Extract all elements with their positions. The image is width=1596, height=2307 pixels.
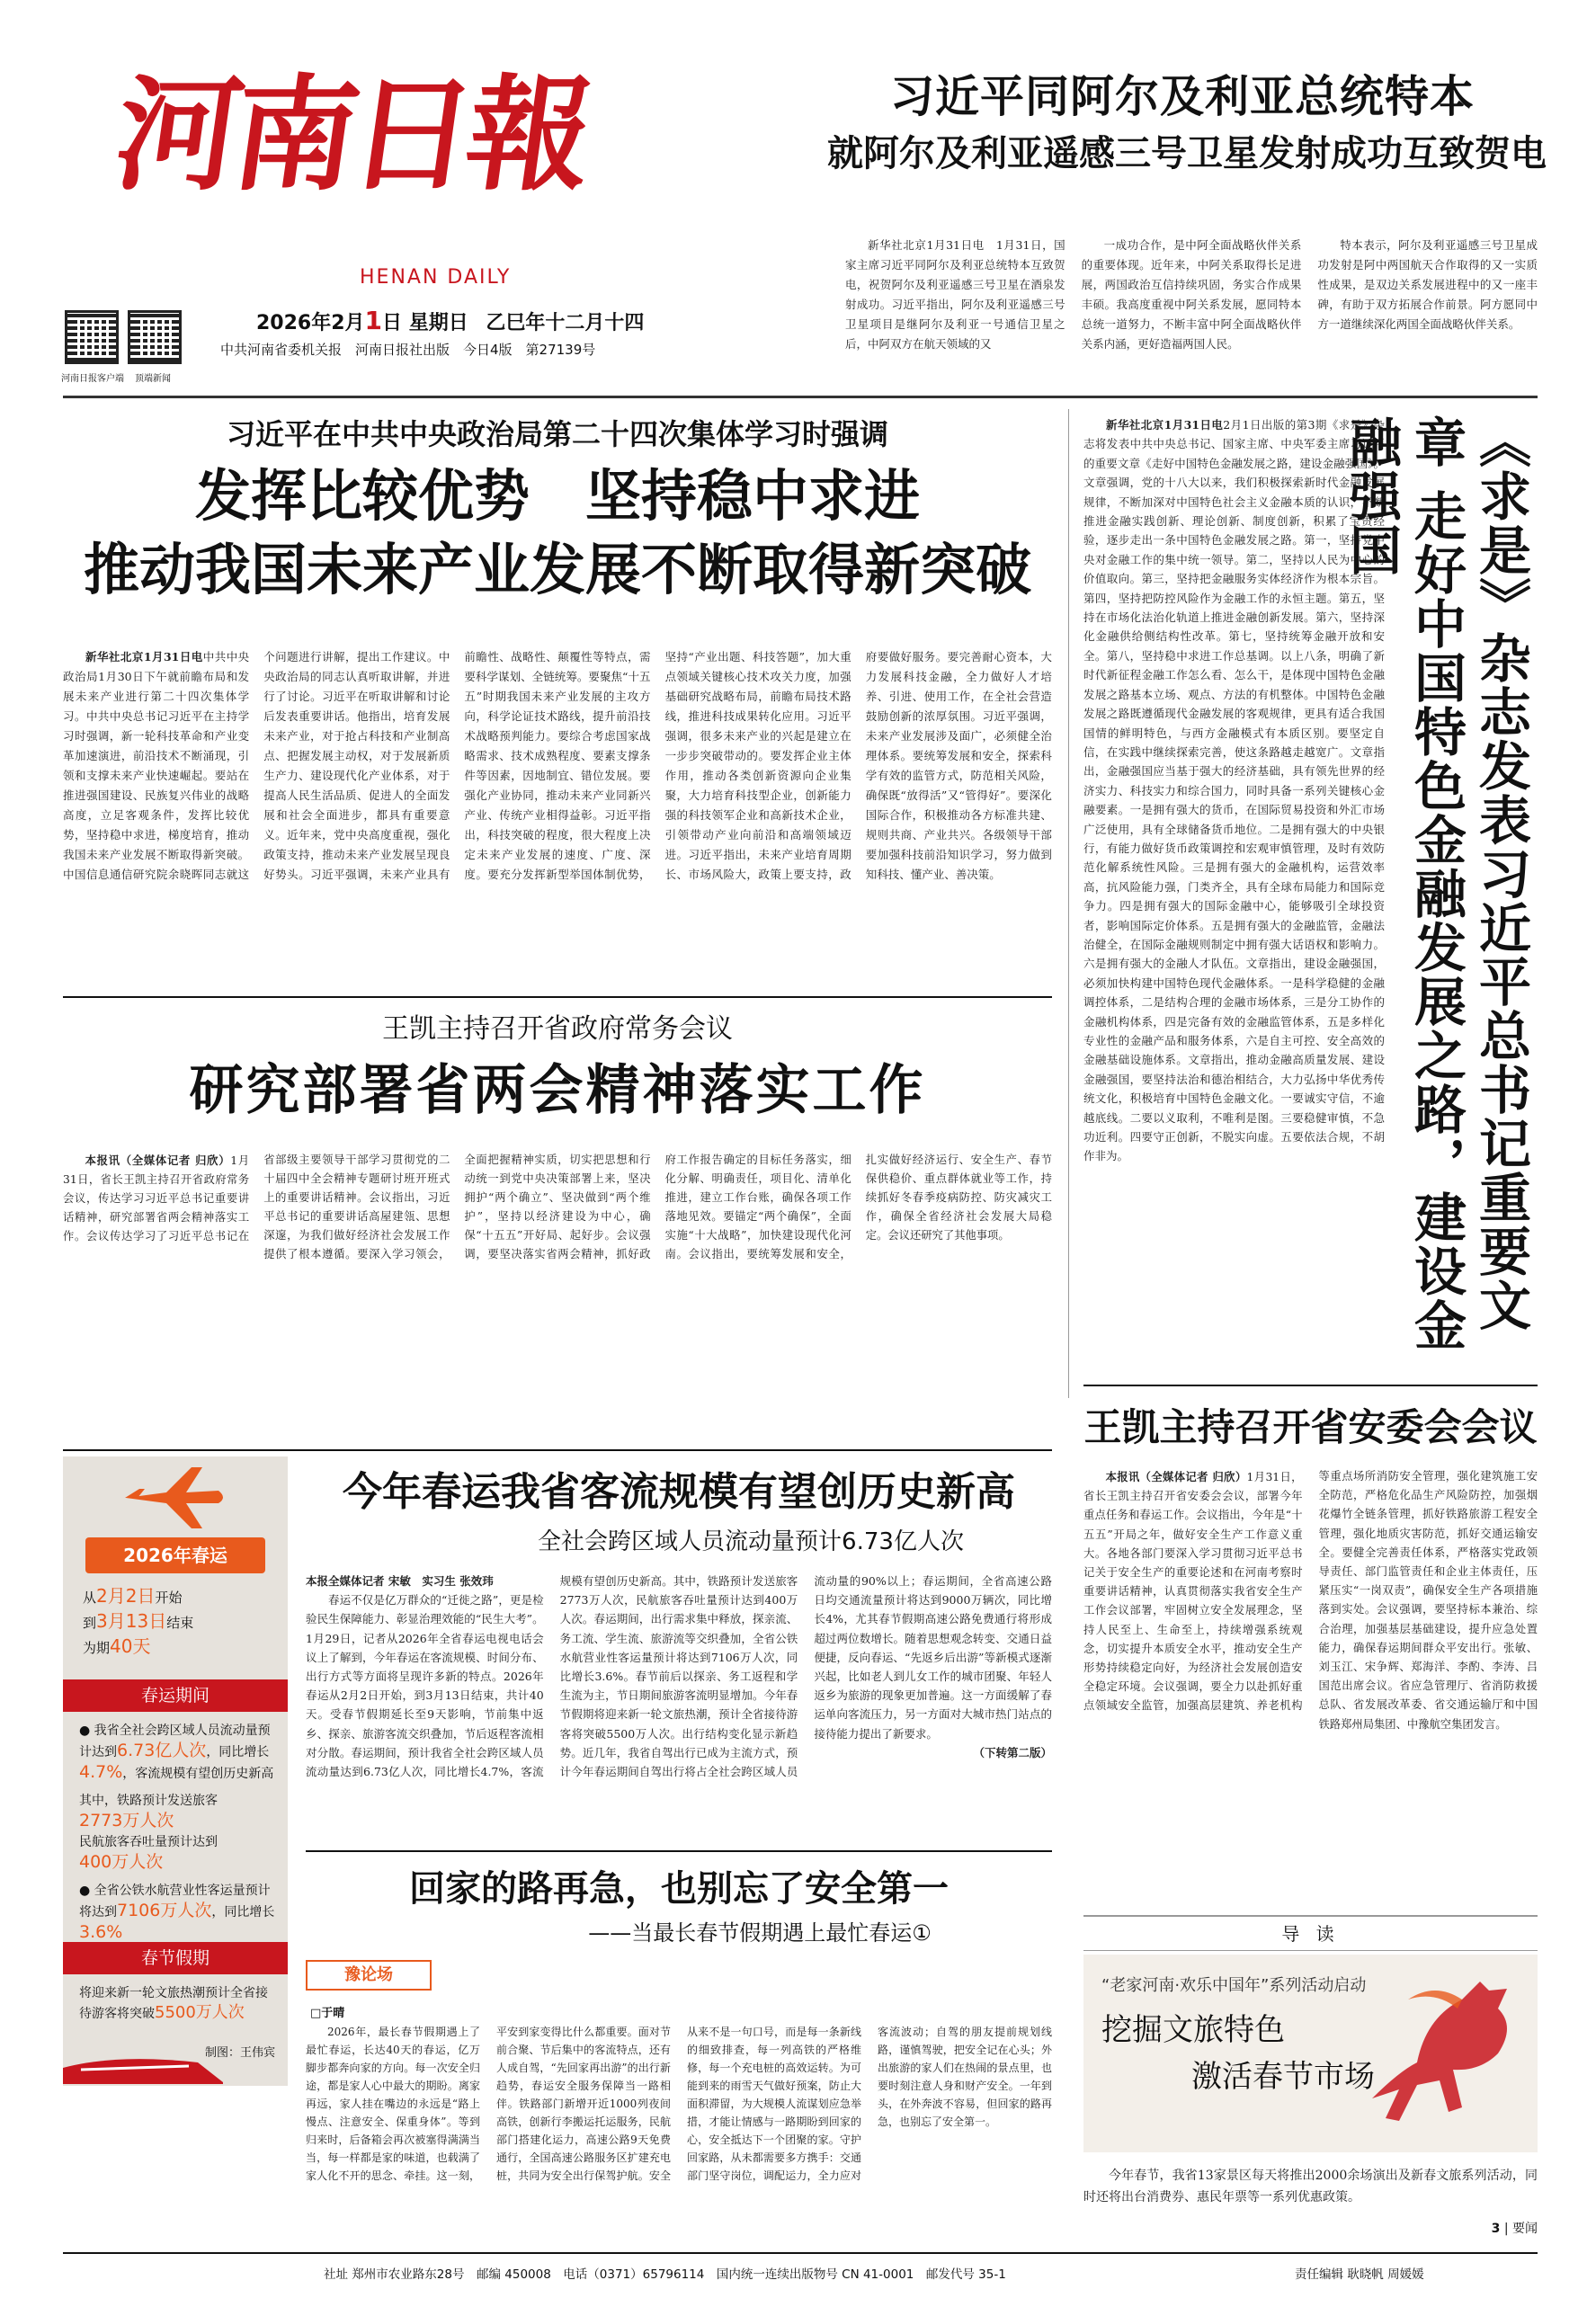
study-text: 中共中央政治局1月30日下午就前瞻布局和发展未来产业进行第二十四次集体学习。中共中央总书记习近平在主持学习时强调，新一轮科技革命和产业变革加速演进，前沿技术不断涌现，引领和支撑未来产业快速崛起。要站在推进强国建设、民族复兴伟业的战略高度，立足客观条件，发挥比较优势，坚持稳中求进，梯度培育，推动我国未来产业发展不断取得新突破。中国信息通信研究院余晓晖同志就这个问题进行讲解，提出工作建议。中央政治局的同志认真听取讲解，并进行了讨论。习近平在听取讲解和讨论后发表重要讲话。他指出，培育发展未来产业，对于抢占科技和产业制高点、把握发展主动权，对于发展新质生产力、建设现代化产业体系，对于提高人民生活品质、促进人的全面发展和社会全面进步，都具有重要意义。近年来，党中央高度重视，强化政策支持，推动未来产业发展呈现良好势头。习近平强调，未来产业具有前瞻性、战略性、颠覆性等特点，需要科学谋划、全链统筹。要聚焦“十五五”时期我国未来产业发展的主攻方向，科学论证技术路线，提升前沿技术战略预判能力。要综合考虑国家战略需求、技术成熟程度、要素支撑条件等因素，因地制宜、错位发展。要强化产业协同，推动未来产业同新兴产业、传统产业相得益彰。习近平指出，科技突破的程度，很大程度上决定未来产业发展的速度、广度、深度。要充分发挥新型举国体制优势，坚持“产业出题、科技答题”，加大重点领域关键核心技术攻关力度，加强基础研究战略布局，前瞻布局技术路线，推进科技成果转化应用。习近平强调，很多未来产业的兴起是建立在一步步突破带动的。要发挥企业主体作用，推动各类创新资源向企业集聚，大力培育科技型企业，创新能力强的科技领军企业和高新技术企业，引领带动产业向前沿和高端领域迈进。习近平指出，未来产业培育周期长、市场风险大，政策上要支持，政府要做好服务。要完善耐心资本，大力发展科技金融，全力做好人才培养、引进、使用工作，在全社会营造鼓励创新的浓厚氛围。习近平强调，未来产业发展涉及面广，必须健全治理体系。要统筹发展和安全，探索科学有效的监管方式，防范相关风险，确保既“放得活”又“管得好”。要深化国际合作，积极推动各方标准共建、规则共商、产业共兴。各级领导干部要加强科技前沿知识学习，努力做到知科技、懂产业、善决策。: [63, 650, 1052, 881]
guide-box: [1083, 1915, 1538, 2248]
stat-flow: ● 我省全社会跨区域人员流动量预计达到6.73亿人次，同比增长4.7%，客流规模有望创历史新高: [79, 1724, 274, 1782]
stat-tourism-a: 将迎来新一轮文旅热潮预计全省接待游客将突破: [79, 1986, 268, 2021]
stat-flow-c: ，同比增长: [206, 1745, 270, 1759]
comment-tag: 豫论场: [306, 1960, 432, 1991]
stat-transport-d: 3.6%: [79, 1922, 123, 1942]
meeting1-lead: 本报讯（全媒体记者 归欣）: [85, 1154, 231, 1167]
spring-story-byline: [306, 1572, 544, 1590]
stat-tourism: [79, 1983, 275, 2024]
masthead-rule: [63, 396, 1538, 398]
guide-feature[interactable]: [1083, 1955, 1538, 2152]
divider-qiushi: [1083, 1385, 1538, 1386]
meeting1-kicker: 王凯主持召开省政府常务会议: [382, 1013, 733, 1045]
top-story-headline-2: 就阿尔及利亚遥感三号卫星发射成功互致贺电: [827, 133, 1547, 174]
top-story-body: [845, 236, 1538, 370]
top-story-headline-1: 习近平同阿尔及利亚总统特本: [889, 71, 1475, 122]
publisher-line: 中共河南省委机关报 河南日报社出版 今日4版 第27139号: [220, 342, 596, 358]
period-from-post: 开始: [155, 1590, 183, 1606]
stat-rail-c: 民航旅客吞吐量预计达到: [79, 1835, 218, 1849]
stat-transport-b: 7106万人次: [117, 1901, 212, 1920]
study-headline-2: 推动我国未来产业发展不断取得新突破: [83, 537, 1031, 602]
sidebar-section-1: 春运期间: [63, 1679, 288, 1712]
guide-page-number: 3: [1491, 2222, 1501, 2236]
meeting1-headline: 研究部署省两会精神落实工作: [189, 1059, 926, 1122]
guide-title: 导 读: [1083, 1915, 1538, 1951]
train-icon: [63, 2050, 225, 2086]
spring-sidebar: [63, 1456, 288, 2086]
continued-label: （下转第二版）: [973, 1745, 1052, 1759]
safety-meeting-body: [1083, 1467, 1538, 1908]
qr-label-app: 河南日报客户端: [61, 374, 124, 384]
sidebar-stats: [79, 1721, 275, 1944]
safety-meeting-paragraph: [1083, 1467, 1538, 1734]
comment-paragraph: [306, 2023, 1052, 2185]
qr-code-app[interactable]: [65, 310, 119, 364]
study-lead: 新华社北京1月31日电: [85, 650, 203, 664]
date-weekday: 日 星期日: [382, 312, 468, 334]
stat-tourism-b: 5500万人次: [155, 2003, 245, 2022]
stat-flow-d: 4.7%: [79, 1762, 123, 1782]
guide-kicker: “老家河南·欢乐中国年”系列活动启动: [1101, 1976, 1367, 1995]
divider-meeting1: [63, 1449, 1052, 1451]
period-to-pre: 到: [83, 1615, 97, 1631]
study-paragraph: [63, 647, 1052, 885]
study-story: [63, 409, 1052, 607]
lunar-date: 乙巳年十二月十四: [486, 312, 645, 334]
stat-rail-a: 其中，铁路预计发送旅客: [79, 1794, 218, 1808]
study-headline-1: 发挥比较优势 坚持稳中求进: [194, 463, 920, 529]
date-month: 2026年2月: [256, 312, 365, 334]
qiushi-text: 2月1日出版的第3期《求是》杂志将发表中共中央总书记、国家主席、中央军委主席习近平的重要文章《走好中国特色金融发展之路，建设金融强国》。文章强调，党的十八大以来，我们积极探索新时代金融发展规律，不断加深对中国特色社会主义金融本质的认识，不断推进金融实践创新、理论创新、制度创新，积累了宝贵经验，逐步走出一条中国特色金融发展之路。第一，坚持党中央对金融工作的集中统一领导。第二，坚持以人民为中心的价值取向。第三，坚持把金融服务实体经济作为根本宗旨。第四，坚持把防控风险作为金融工作的永恒主题。第五，坚持在市场化法治化轨道上推进金融创新发展。第六，坚持深化金融供给侧结构性改革。第七，坚持统筹金融开放和安全。第八，坚持稳中求进工作总基调。以上八条，明确了新时代新征程金融工作怎么看、怎么干，是体现中国特色金融发展之路基本立场、观点、方法的有机整体。中国特色金融发展之路既遵循现代金融发展的客观规律，更具有适合我国国情的鲜明特色，与西方金融模式有本质区别。要坚定自信，在实践中继续探索完善，使这条路越走越宽广。文章指出，金融强国应当基于强大的经济基础，具有领先世界的经济实力、科技实力和综合国力，同时具备一系列关键核心金融要素。一是拥有强大的货币，在国际贸易投资和外汇市场广泛使用，具有全球储备货币地位。二是拥有强大的中央银行，有能力做好货币政策调控和宏观审慎管理，及时有效防范化解系统性风险。三是拥有强大的金融机构，运营效率高，抗风险能力强，门类齐全，具有全球布局能力和国际竞争力。四是拥有强大的国际金融中心，能够吸引全球投资者，影响国际定价体系。五是拥有强大的金融监管，金融法治健全，在国际金融规则制定中拥有强大话语权和影响力。六是拥有强大的金融人才队伍。文章指出，建设金融强国，必须加快构建中国特色现代金融体系。一是科学稳健的金融调控体系，二是结构合理的金融市场体系，三是分工协作的金融机构体系，四是完备有效的金融监管体系，五是多样化专业性的金融产品和服务体系，六是自主可控、安全高效的金融基础设施体系。文章指出，推动金融高质量发展、建设金融强国，要坚持法治和德治相结合，大力弘扬中华优秀传统文化，积极培育中国特色金融文化。一要诚实守信，不逾越底线。二要以义取利，不唯利是图。三要稳健审慎，不急功近利。四要守正创新，不脱实向虚。五要依法合规，不胡作非为。: [1083, 418, 1386, 1163]
footer-rule: [63, 2252, 1538, 2254]
safety-meeting-headline: 王凯主持召开省安委会会议: [1083, 1405, 1538, 1449]
comment-body: [306, 2023, 1052, 2243]
guide-body: 今年春节，我省13家景区每天将推出2000余场演出及新春文旅系列活动，同时还将出台消费券、惠民年票等一系列优惠政策。: [1083, 2169, 1538, 2205]
spring-story-subhead: 全社会跨区域人员流动量预计6.73亿人次: [538, 1528, 964, 1555]
qiushi-headline: 《求是》杂志发表习近平总书记重要文章 走好中国特色金融发展之路，建设金融强国: [1341, 415, 1531, 1353]
footer-address: 社址 郑州市农业路东28号 邮编 450008 电话（0371）65796114 国内统一连续出版物号 CN 41-0001 邮发代号 35-1: [324, 2267, 1006, 2282]
meeting1-text: 1月31日，省长王凯主持召开省政府常务会议，传达学习习近平总书记重要讲话精神，研究部署省两会精神落实工作。会议传达学习了习近平总书记在省部级主要领导干部学习贯彻党的二十届四中全会精神专题研讨班开班式上的重要讲话精神。会议指出，习近平总书记的重要讲话高屋建瓴、思想深邃，为我们做好经济社会发展工作提供了根本遵循。要深入学习领会，全面把握精神实质，切实把思想和行动统一到党中央决策部署上来，坚决拥护“两个确立”、坚决做到“两个维护”，坚持以经济建设为中心，确保“十五五”开好局、起好步。会议强调，要坚决落实省两会精神，抓好政府工作报告确定的目标任务落实，细化分解、明确责任，项目化、清单化推进，建立工作台账，确保各项工作落地见效。要锚定“两个确保”，全面实施“十大战略”，加快建设现代化河南。会议指出，要统筹发展和安全，扎实做好经济运行、安全生产、春节保供稳价、重点群体就业等工作，持续抓好冬春季疫病防控、防灾减灾工作，确保全省经济社会发展大局稳定。会议还研究了其他事项。: [63, 1154, 1052, 1260]
issue-date: [256, 306, 644, 335]
spring-story-headline: 今年春运我省客流规模有望创历史新高: [343, 1469, 1015, 1515]
divider-spring: [306, 1850, 1052, 1852]
comment-text: 2026年，最长春节假期遇上了最忙春运，长达40天的春运，亿万脚步都奔向家的方向。每一次安全归途，都是家人心中最大的期盼。离家再远，家人挂在嘴边的永远是“路上慢点、注意安全、保重身体”。等到归来时，后备箱会再次被塞得满满当当，每一样都是家的味道，也载满了家人化不开的思念、牵挂。这一刻，平安到家变得比什么都重要。面对节前合聚、节后集中的客流特点，还有人成自驾，“先回家再出游”的出行新趋势，春运安全服务保障当一路相伴。铁路部门新增开近1000列夜间高铁，创新行李搬运托运服务，民航部门搭建化运力，高速公路9天免费通行，全国高速公路服务区扩建充电桩，共同为安全出行保驾护航。安全从来不是一句口号，而是每一条新线的细致排查，每一列高铁的严格维修，每一个充电桩的高效运转。为可能到来的雨雪天气做好预案，防止大面积滞留，为大规模人流谋划应急举措，才能让情感与一路期盼到回家的心，安全抵达下一个团聚的家。守护回家路，从未都需要多方携手：交通部门坚守岗位，调配运力，全力应对客流波动；自驾的朋友提前规划线路，谨慎驾驶，把安全记在心头；外出旅游的家人们在热闹的景点里，也要时刻注意人身和财产安全。一年到头，在外奔波不容易，但回家的路再急，也别忘了安全第一。: [306, 2026, 1052, 2182]
guide-page-ref[interactable]: 3 | 要闻: [1491, 2222, 1538, 2236]
spring-story-continued: [814, 1743, 1052, 1762]
sidebar-badge: 2026年春运: [85, 1537, 265, 1573]
meeting1-paragraph: [63, 1151, 1052, 1264]
newspaper-logo-en: HENAN DAILY: [360, 266, 512, 289]
meeting1: [63, 1007, 1052, 1129]
sidebar-credit: 制图：王伟宾: [204, 2046, 275, 2060]
newspaper-logo: 河南日報: [106, 61, 595, 208]
period-to-date: 3月13日: [96, 1610, 167, 1632]
study-kicker: 习近平在中共中央政治局第二十四次集体学习时强调: [226, 417, 888, 451]
qiushi-lead: 新华社北京1月31日电: [1106, 418, 1224, 432]
right-col-rule: [1068, 409, 1069, 1398]
comment-author: □于晴: [310, 2007, 345, 2020]
spring-story-text: 春运不仅是亿万群众的“迁徙之路”，更是检验民生保障能力、彰显治理效能的“民生大考”。1月29日，记者从2026年全省春运电视电话会议上了解到，今年春运在客流规模、时间分布、出行方式等方面将呈现许多新的特点。2026年春运从2月2日开始，到3月13日结束，共计40天。受春节假期延长至9天影响，节前集中返乡、探亲、旅游客流交织叠加，节后返程客流相对分散。春运期间，预计我省全社会跨区域人员流动量达到6.73亿人次，同比增长4.7%，客流规模有望创历史新高。其中，铁路预计发送旅客2773万人次，民航旅客吞吐量预计达到400万人次。春运期间，出行需求集中释放，探亲流、务工流、学生流、旅游流等交织叠加，全省公铁水航营业性客运量预计将达到7106万人次，同比增长3.6%。春节前后以探亲、务工返程和学生流为主，节日期间旅游客流明显增加。今年春节假期将迎来新一轮文旅热潮，预计全省接待游客将突破5500万人次。出行结构变化显示新趋势。近几年，我省自驾出行已成为主流方式，预计今年春运期间自驾出行将占全社会跨区域人员流动量的90%以上；春运期间，全省高速公路日均交通流量预计将达到9000万辆次，同比增长4%，尤其春节假期高速公路免费通行将形成超过两位数增长。随着思想观念转变、交通日益便捷，反向春运、“先返乡后出游”等新模式逐渐兴起，比如老人到儿女工作的城市团聚、年轻人返乡为旅游的现象更加普遍。这一方面缓解了春运单向客流压力，另一方面对大城市热门站点的接待能力提出了新要求。: [306, 1574, 1052, 1779]
stat-transport-a: 全省公铁水航营业性客运量预计将达到: [79, 1884, 271, 1920]
guide-page-label: 要闻: [1512, 2222, 1538, 2236]
safety-meeting-text: 1月31日，省长王凯主持召开省安委会会议，部署今年重点任务和春运工作。会议指出，今年是“十五五”开局之年，做好安全生产工作意义重大。各地各部门要深入学习贯彻习近平总书记关于安全生产的重要论述和在河南考察时重要讲话精神，认真贯彻落实我省安全生产工作会议部署，牢固树立安全发展理念，坚持人民至上、生命至上，持续增强系统观念，切实提升本质安全水平，推动安全生产形势持续稳定向好，为经济社会发展创造安全稳定环境。会议强调，要全力以赴抓好重点领域安全监管，加强高层建筑、养老机构等重点场所消防安全管理，强化建筑施工安全防范，严格危化品生产风险防控，加强烟花爆竹全链条管理，抓好铁路旅游工程安全管理，强化地质灾害防范，抓好交通运输安全。要健全完善责任体系，严格落实党政领导责任、部门监管责任和企业主体责任，压紧压实“一岗双责”，确保安全生产各项措施落到实处。会议强调，要坚持标本兼治、综合治理，加强基层基础建设，提升应急处置能力，确保春运期间群众平安出行。张敏、刘玉江、宋争辉、郑海洋、李酌、李涛、吕国范出席会议。省应急管理厅、省消防救援总队、省发展改革委、省交通运输厅和中国铁路郑州局集团、中豫航空集团发言。: [1083, 1470, 1538, 1731]
guide-headline-2: 激活春节市场: [1191, 2059, 1375, 2095]
stat-transport: ● 全省公铁水航营业性客运量预计将达到7106万人次，同比增长3.6%: [79, 1884, 275, 1942]
stat-transport-c: ，同比增长: [211, 1905, 275, 1920]
airplane-icon: [121, 1462, 229, 1534]
guide-headline-1: 挖掘文旅特色: [1101, 2012, 1285, 2048]
comment-headline: 回家的路再急，也别忘了安全第一: [409, 1868, 949, 1910]
top-story-col-2: 一成功合作，是中阿全面战略伙伴关系的重要体现。近年来，中阿关系取得长足进展，两国政治互信持续巩固，务实合作成果丰硕。我高度重视中阿关系发展，愿同特本总统一道努力，不断丰富中阿全面战略伙伴关系内涵，更好造福两国人民。: [1081, 238, 1302, 351]
period-from-date: 2月2日: [96, 1585, 156, 1607]
period-to-post: 结束: [166, 1615, 194, 1631]
stat-flow-e: ，客流规模有望创历史新高: [122, 1767, 274, 1781]
period-from-pre: 从: [83, 1590, 97, 1606]
spring-story-body: [306, 1572, 1052, 1843]
stat-flow-a: 我省全社会跨区域人员流动量预计达到: [79, 1724, 271, 1759]
period-total-days: 40天: [110, 1635, 151, 1657]
meeting1-body: [63, 1151, 1052, 1443]
period-to: [83, 1609, 272, 1634]
top-story-col-1: 新华社北京1月31日电 1月31日，国家主席习近平同阿尔及利亚总统特本互致贺电，祝贺阿尔及利亚遥感三号卫星在酒泉发射成功。习近平指出，阿尔及利亚遥感三号卫星项目是继阿尔及利亚一号通信卫星之后，中阿双方在航天领域的又: [845, 238, 1065, 351]
top-story: [827, 67, 1547, 181]
period-total-pre: 为期: [83, 1640, 111, 1656]
study-body: [63, 647, 1052, 989]
stat-rail-d: 400万人次: [79, 1852, 164, 1872]
stat-flow-b: 6.73亿人次: [117, 1741, 207, 1760]
sidebar-period: [83, 1584, 272, 1660]
date-day: 1: [364, 306, 383, 335]
period-total: [83, 1634, 272, 1660]
footer-editors: 责任编辑 耿晓帆 周媛媛: [1295, 2267, 1424, 2282]
period-from: [83, 1584, 272, 1609]
comment-subhead: ——当最长春节假期遇上最忙春运①: [588, 1920, 932, 1946]
qr-code-news[interactable]: [128, 310, 182, 364]
stat-rail-b: 2773万人次: [79, 1811, 174, 1830]
sidebar-section-2: 春节假期: [63, 1942, 288, 1974]
top-story-col-3: 特本表示，阿尔及利亚遥感三号卫星成功发射是阿中两国航天合作取得的又一实质性成果，是双边关系发展进程中的又一座丰碑，有助于双方拓展合作前景。阿方愿同中方一道继续深化两国全面战略伙伴关系。: [1317, 238, 1538, 331]
stat-rail: [79, 1791, 275, 1874]
divider-study: [63, 996, 1052, 998]
safety-meeting-lead: 本报讯（全媒体记者 归欣）: [1105, 1470, 1247, 1483]
qr-label-news: 顶端新闻: [135, 374, 171, 384]
spring-story-lead: 本报全媒体记者 宋敏 实习生 张效玮: [306, 1574, 494, 1588]
